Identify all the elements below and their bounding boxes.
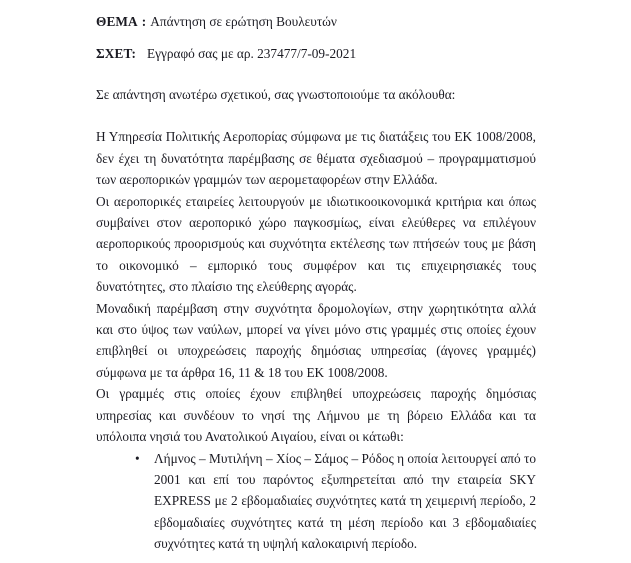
reference-line — [96, 43, 536, 64]
reference-text: Εγγραφό σας με αρ. 237477/7-09-2021 — [146, 46, 357, 61]
paragraph-1: Η Υπηρεσία Πολιτικής Αεροπορίας σύμφωνα με τις διατάξεις του ΕΚ 1008/2008, δεν έχει τη δυνατότητα παρέμβασης σε θέματα σχεδιασμού – προγραμματισμού των αεροπορικών γραμμών των αερομεταφορέων στην Ελλάδα. — [96, 129, 536, 188]
paragraph-3: Μοναδική παρέμβαση στην συχνότητα δρομολογίων, στην χωρητικότητα αλλά και στο ύψος των ναύλων, μπορεί να γίνει μόνο στις γραμμές στις οποίες έχουν επιβληθεί οι υποχρεώσεις παροχής δημόσιας υπηρεσίας (άγονες γραμμές) σύμφωνα με τα άρθρα 16, 11 & 18 του ΕΚ 1008/2008. — [96, 300, 536, 380]
subject-line — [96, 11, 536, 32]
routes-list — [96, 448, 536, 555]
subject-separator: : — [141, 14, 147, 29]
subject-label: ΘΕΜΑ — [96, 14, 138, 29]
document-body — [96, 8, 536, 555]
intro-paragraph: Σε απάντηση ανωτέρω σχετικού, σας γνωστοποιούμε τα ακόλουθα: — [96, 87, 456, 102]
list-item — [96, 448, 536, 555]
reference-label: ΣΧΕΤ: — [96, 46, 136, 61]
subject-text: Απάντηση σε ερώτηση Βουλευτών — [150, 14, 337, 29]
bullet-icon: • — [135, 450, 140, 466]
paragraph-4: Οι γραμμές στις οποίες έχουν επιβληθεί υποχρεώσεις παροχής δημόσιας υπηρεσίας και συνδέουν το νησί της Λήμνου με τη βόρειο Ελλάδα και τα υπόλοιπα νησιά του Ανατολικού Αιγαίου, είναι οι κάτωθι: — [96, 386, 536, 445]
paragraph-2: Οι αεροπορικές εταιρείες λειτουργούν με ιδιωτικοοικονομικά κριτήρια και όπως συμβαίνει στον αεροπορικό χώρο παγκοσμίως, είναι ελεύθερες να επιλέγουν αεροπορικούς προορισμούς και συχνότητα εκτέλεσης των πτήσεών τους με βάση το οικονομικό – εμπορικό τους συμφέρον και τις επιχειρησιακές τους δυνατότητες, στο πλαίσιο της ελεύθερης αγοράς. — [96, 193, 536, 295]
list-item-text: Λήμνος – Μυτιλήνη – Χίος – Σάμος – Ρόδος η οποία λειτουργεί από το 2001 και επί του παρόντος εξυπηρετείται από την εταιρεία SKY EXPRESS με 2 εβδομαδιαίες συχνότητες κατά τη χειμερινή περίοδο, 2 εβδομαδιαίες συχνότητες κατά τη μέση περίοδο και 3 εβδομαδιαίες συχνότητες κατά τη υψηλή καλοκαιρινή περίοδο. — [154, 450, 536, 552]
